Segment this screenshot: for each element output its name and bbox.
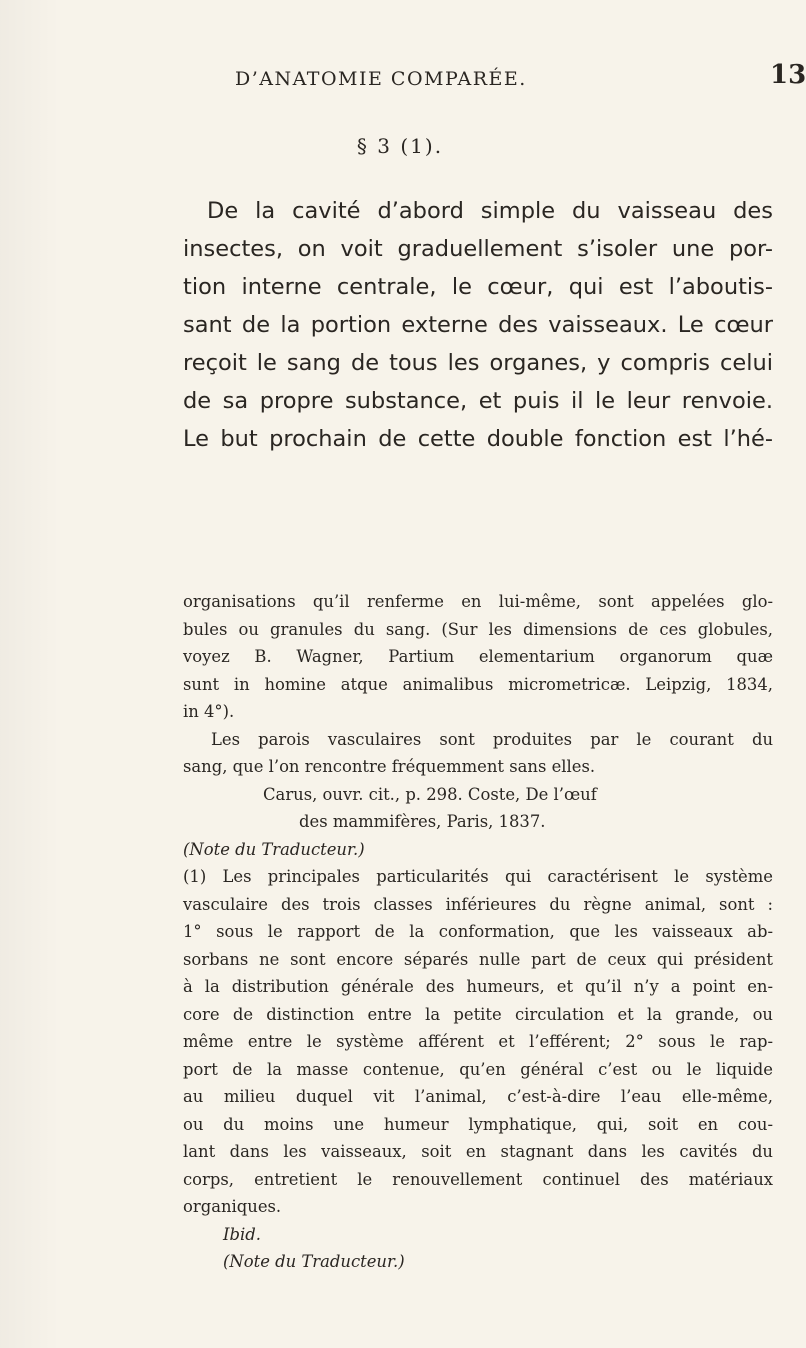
citation-line: des mammifères, Paris, 1837. <box>299 812 546 831</box>
section-heading: § 3 (1). <box>356 134 444 158</box>
footnote-line: port de la masse contenue, qu’en général c’est ou le liquide <box>183 1059 773 1079</box>
footnote-line: corps, entretient le renouvellement continuel des matériaux <box>183 1169 773 1189</box>
note-line: voyez B. Wagner, Partium elementarium organorum quæ <box>183 647 773 666</box>
footnote-line: ou du moins une humeur lymphatique, qui, soit en cou- <box>183 1114 773 1134</box>
footnote-line: à la distribution générale des humeurs, et qu’il n’y a point en- <box>183 977 773 996</box>
footnote-line: lant dans les vaisseaux, soit en stagnant dans les cavités du <box>183 1142 773 1161</box>
main-line: Le but prochain de cette double fonction est l’hé- <box>183 426 773 452</box>
translator-note <box>183 1248 773 1276</box>
ibid-line <box>183 1221 773 1249</box>
main-line: insectes, on voit graduellement s’isoler une por- <box>183 236 773 262</box>
translator-note-text: (Note du Traducteur.) <box>183 839 365 859</box>
note-line: sunt in homine atque animalibus micrometricæ. Leipzig, 1834, <box>183 674 773 694</box>
main-line: De la cavité d’abord simple du vaisseau des <box>207 198 773 224</box>
note-line: Les parois vasculaires sont produites par le courant du <box>211 729 773 749</box>
footnote-line: (1) Les principales particularités qui caractérisent le système <box>183 867 773 886</box>
main-line: reçoit le sang de tous les organes, y compris celui <box>183 350 773 376</box>
citation-line: Carus, ouvr. cit., p. 298. Coste, De l’œuf <box>263 784 597 804</box>
note-line: in 4°). <box>183 702 235 721</box>
main-line: tion interne centrale, le cœur, qui est l’aboutis- <box>183 274 773 300</box>
translator-note <box>183 836 773 864</box>
note-line: bules ou granules du sang. (Sur les dimensions de ces globules, <box>183 619 773 639</box>
page-number: 13 <box>770 60 806 90</box>
running-head <box>0 60 806 96</box>
footnote-line: même entre le système afférent et l’efférent; 2° sous le rap- <box>183 1032 773 1051</box>
footnote-line: sorbans ne sont encore séparés nulle part de ceux qui président <box>183 949 773 969</box>
translator-note-text: (Note du Traducteur.) <box>223 1252 405 1271</box>
running-title: D’ANATOMIE COMPARÉE. <box>235 68 527 90</box>
page-shadow <box>0 0 60 1348</box>
main-line: sant de la portion externe des vaisseaux. Le cœur <box>183 312 773 338</box>
note-line: organisations qu’il renferme en lui-même, sont appelées glo- <box>183 592 773 611</box>
footnote-line: vasculaire des trois classes inférieures du règne animal, sont : <box>183 894 773 914</box>
footnote-line: au milieu duquel vit l’animal, c’est-à-dire l’eau elle-même, <box>183 1087 773 1106</box>
footnote-line: 1° sous le rapport de la conformation, que les vaisseaux ab- <box>183 922 773 941</box>
main-line: de sa propre substance, et puis il le leur renvoie. <box>183 388 773 414</box>
footnote-line: organiques. <box>183 1197 282 1216</box>
footnotes <box>183 588 773 1276</box>
footnote-line: core de distinction entre la petite circulation et la grande, ou <box>183 1004 773 1024</box>
main-paragraph <box>183 192 773 458</box>
ibid-text: Ibid. <box>223 1224 261 1244</box>
note-line: sang, que l’on rencontre fréquemment sans elles. <box>183 757 596 776</box>
